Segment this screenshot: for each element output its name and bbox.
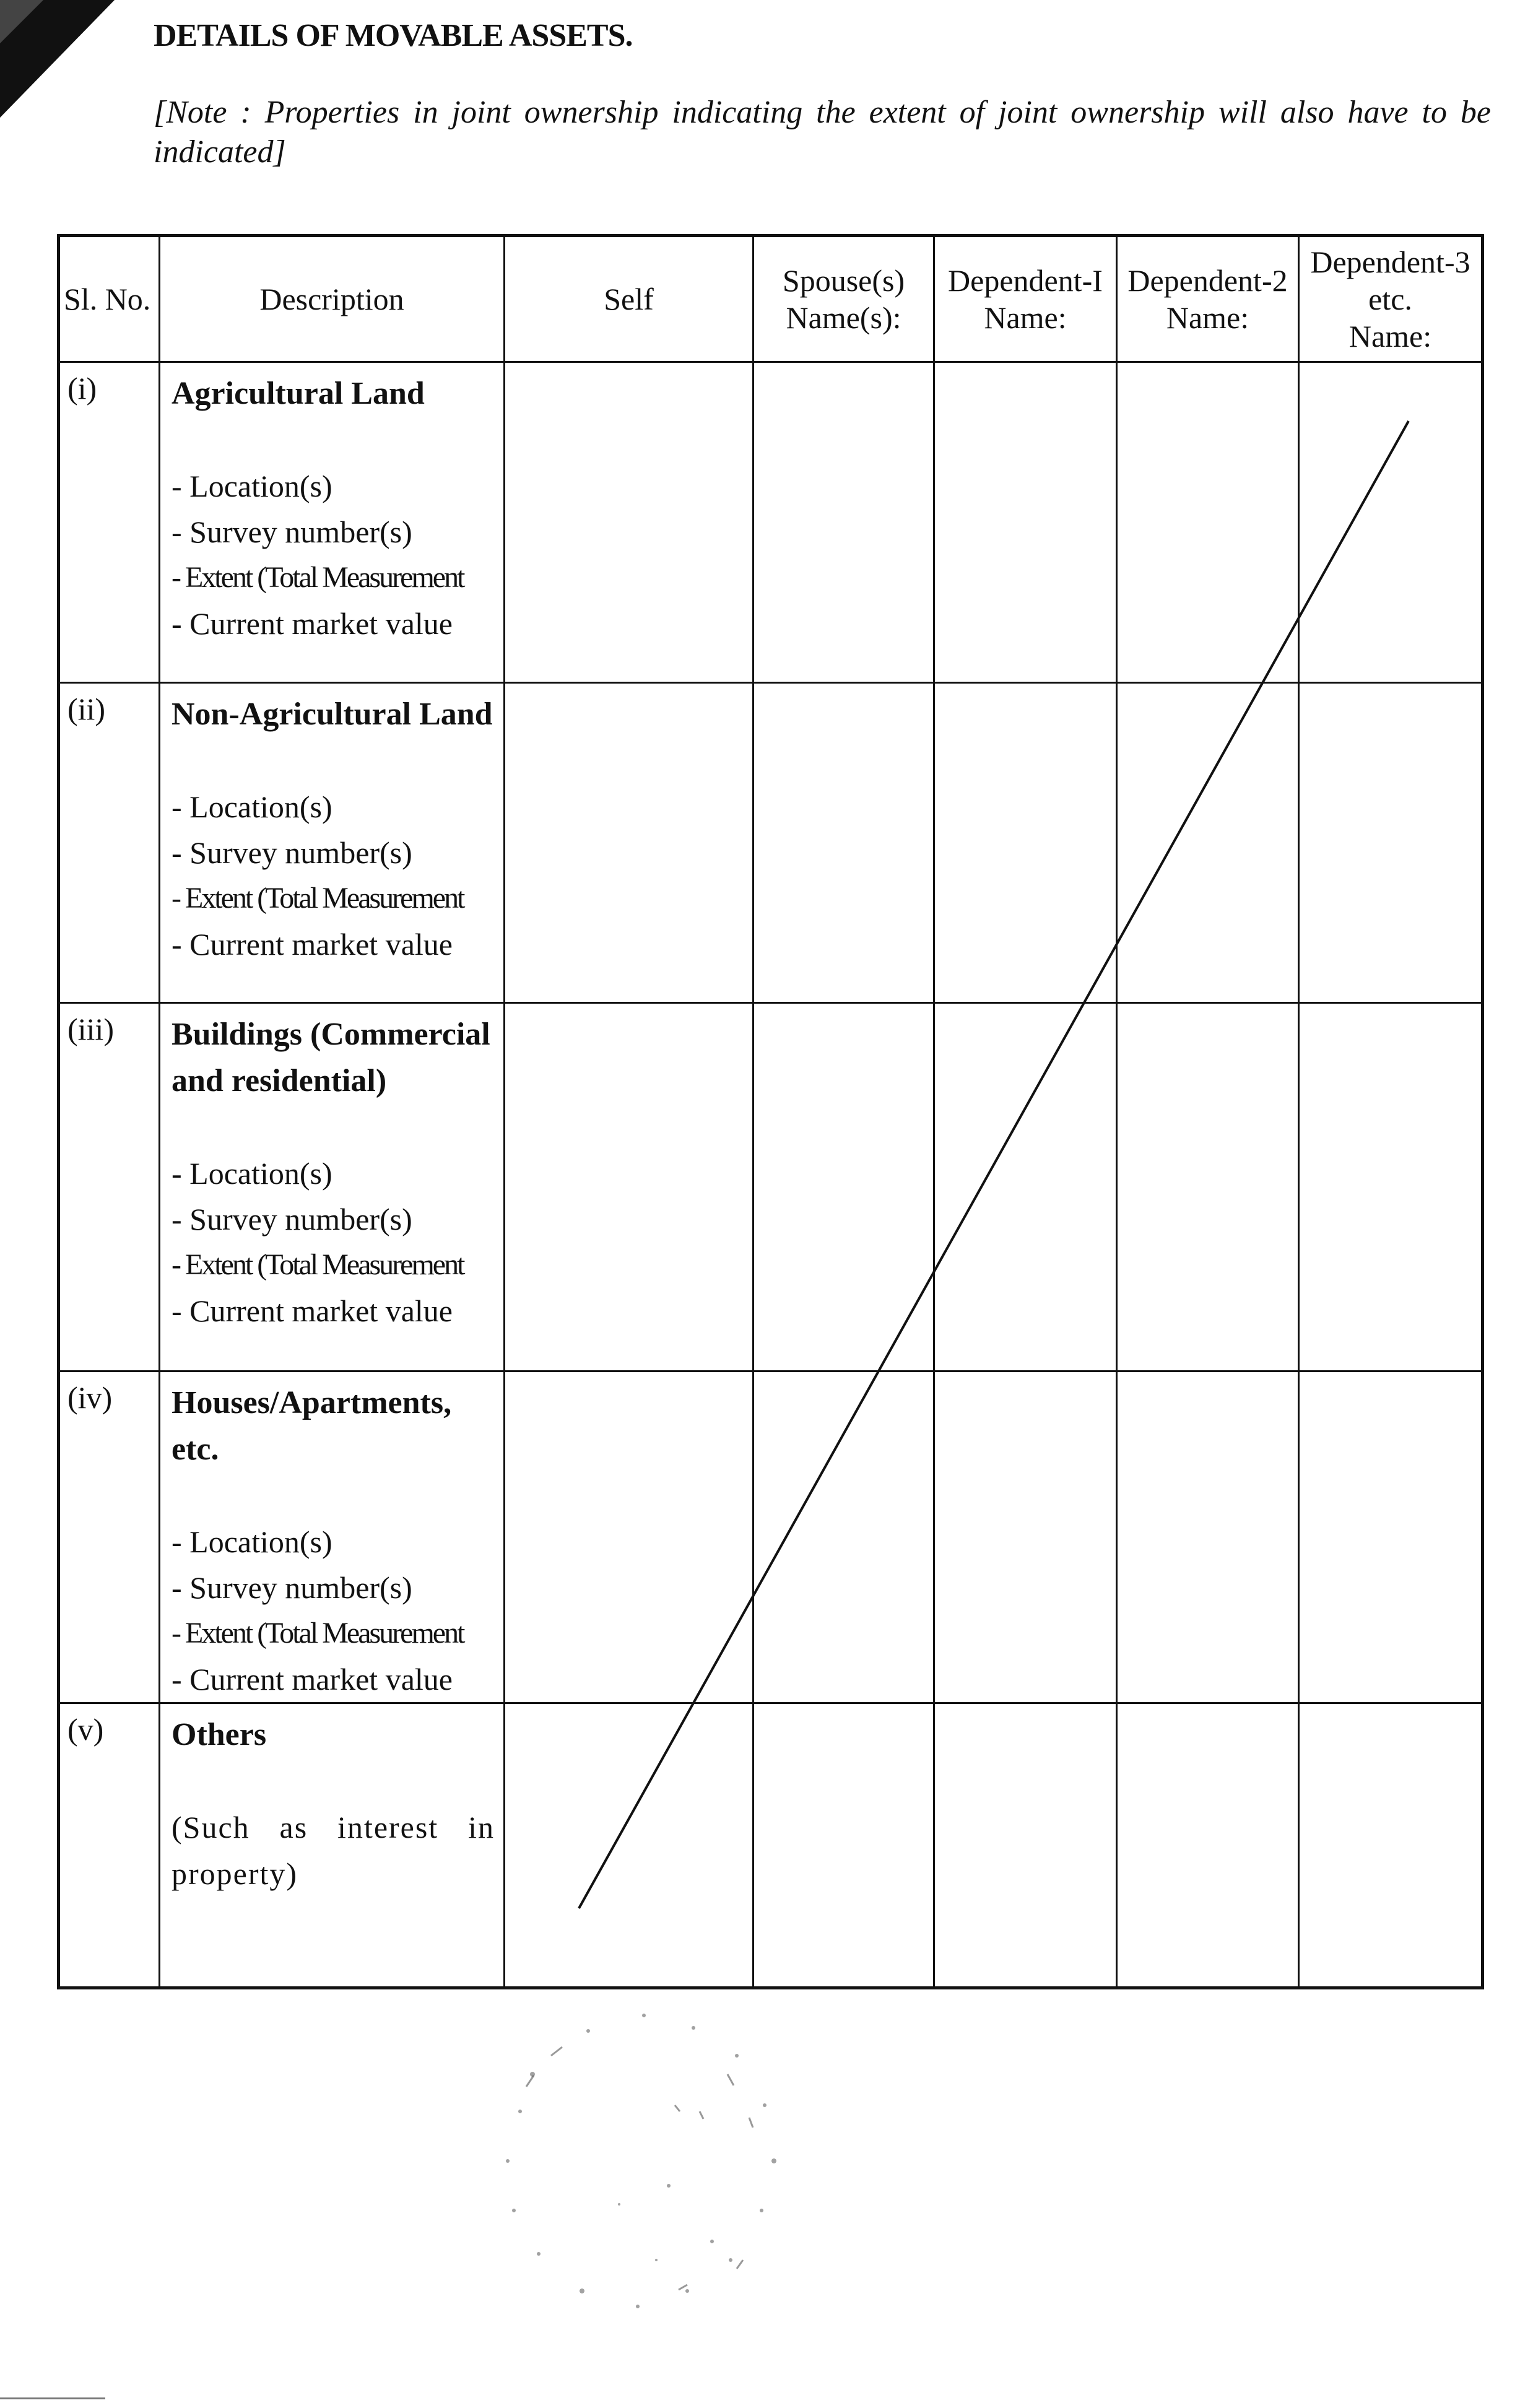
spouse-cell xyxy=(753,1703,934,1988)
row-item: - Current market value xyxy=(172,606,453,641)
row-item: - Extent (Total Measurement xyxy=(172,1617,464,1650)
dependent-2-header-line-1: Dependent-2 xyxy=(1127,263,1288,298)
table-row-others xyxy=(59,1703,1483,1988)
dependent-1-cell xyxy=(934,1003,1117,1371)
dependent-2-cell xyxy=(1117,362,1299,683)
dependent-2-header-line-2: Name: xyxy=(1166,300,1249,335)
self-header: Self xyxy=(505,236,753,362)
description-cell xyxy=(160,683,505,1003)
dependent-2-cell xyxy=(1117,683,1299,1003)
description-cell xyxy=(160,1703,505,1988)
description-cell xyxy=(160,1003,505,1371)
dependent-2-cell xyxy=(1117,1371,1299,1703)
sl-no-cell: (iii) xyxy=(59,1003,160,1371)
spouse-cell xyxy=(753,1371,934,1703)
row-item: - Survey number(s) xyxy=(172,1202,412,1237)
row-title: Agricultural Land xyxy=(172,376,425,411)
sl-no-cell: (ii) xyxy=(59,683,160,1003)
description-header: Description xyxy=(160,236,505,362)
row-item: - Current market value xyxy=(172,1662,453,1697)
row-title: Others xyxy=(172,1717,267,1752)
dependent-3-cell xyxy=(1299,1371,1483,1703)
self-cell xyxy=(505,683,753,1003)
dependent-1-header-line-1: Dependent-I xyxy=(948,263,1103,298)
spouse-cell xyxy=(753,362,934,683)
self-cell xyxy=(505,1703,753,1988)
row-items xyxy=(172,784,495,967)
row-items xyxy=(172,1150,495,1334)
scan-corner-mark xyxy=(0,0,124,124)
dependent-1-cell xyxy=(934,683,1117,1003)
movable-assets-table xyxy=(57,234,1484,1989)
spouse-cell xyxy=(753,1003,934,1371)
row-item: - Location(s) xyxy=(172,789,332,824)
sl-no-cell: (iv) xyxy=(59,1371,160,1703)
sl-no-cell: (v) xyxy=(59,1703,160,1988)
row-item: - Current market value xyxy=(172,1293,453,1328)
row-item: - Current market value xyxy=(172,927,453,962)
row-item: - Survey number(s) xyxy=(172,515,412,549)
self-cell xyxy=(505,362,753,683)
dependent-1-cell xyxy=(934,1371,1117,1703)
dependent-3-cell xyxy=(1299,362,1483,683)
spouse-header xyxy=(753,236,934,362)
row-title: Non-Agricultural Land xyxy=(172,697,493,732)
spouse-header-line-2: Name(s): xyxy=(786,300,901,335)
row-items xyxy=(172,463,495,646)
dependent-1-cell xyxy=(934,362,1117,683)
dependent-1-cell xyxy=(934,1703,1117,1988)
scan-edge-rule xyxy=(0,2397,105,2399)
row-item: - Location(s) xyxy=(172,1524,332,1559)
dependent-3-header-line-1: Dependent-3 xyxy=(1310,245,1470,279)
dependent-2-cell xyxy=(1117,1003,1299,1371)
dependent-3-header-line-3: Name: xyxy=(1348,319,1432,354)
spouse-header-line-1: Spouse(s) xyxy=(782,263,905,298)
row-item: - Survey number(s) xyxy=(172,835,412,870)
row-item: - Extent (Total Measurement xyxy=(172,561,464,594)
spouse-cell xyxy=(753,683,934,1003)
description-cell xyxy=(160,362,505,683)
row-items xyxy=(172,1519,495,1702)
table-row-non-agricultural-land xyxy=(59,683,1483,1003)
table-row-buildings xyxy=(59,1003,1483,1371)
sl-no-header: Sl. No. xyxy=(59,236,160,362)
table-row-agricultural-land xyxy=(59,362,1483,683)
dependent-3-header-line-2: etc. xyxy=(1368,282,1412,316)
joint-ownership-note: [Note : Properties in joint ownership indicating the extent of joint ownership will also have to be indicated] xyxy=(154,95,1491,170)
row-item: - Location(s) xyxy=(172,469,332,503)
row-title: Houses/Apartments, etc. xyxy=(172,1385,452,1467)
dependent-3-header xyxy=(1299,236,1483,362)
row-item: - Location(s) xyxy=(172,1156,332,1191)
row-title: Buildings (Commercial and residential) xyxy=(172,1017,490,1098)
faint-seal-stamp xyxy=(483,2000,805,2322)
dependent-3-cell xyxy=(1299,1703,1483,1988)
dependent-2-cell xyxy=(1117,1703,1299,1988)
description-cell xyxy=(160,1371,505,1703)
row-item: - Survey number(s) xyxy=(172,1570,412,1605)
dependent-3-cell xyxy=(1299,683,1483,1003)
row-item: - Extent (Total Measurement xyxy=(172,882,464,915)
dependent-1-header-line-2: Name: xyxy=(984,300,1067,335)
table-header-row xyxy=(59,236,1483,362)
self-cell xyxy=(505,1371,753,1703)
self-cell xyxy=(505,1003,753,1371)
row-item: - Extent (Total Measurement xyxy=(172,1248,464,1281)
sl-no-cell: (i) xyxy=(59,362,160,683)
dependent-3-cell xyxy=(1299,1003,1483,1371)
dependent-2-header xyxy=(1117,236,1299,362)
row-note: (Such as interest in property) xyxy=(172,1810,495,1891)
table-row-houses-apartments xyxy=(59,1371,1483,1703)
dependent-1-header xyxy=(934,236,1117,362)
page-title: DETAILS OF MOVABLE ASSETS. xyxy=(154,18,633,53)
